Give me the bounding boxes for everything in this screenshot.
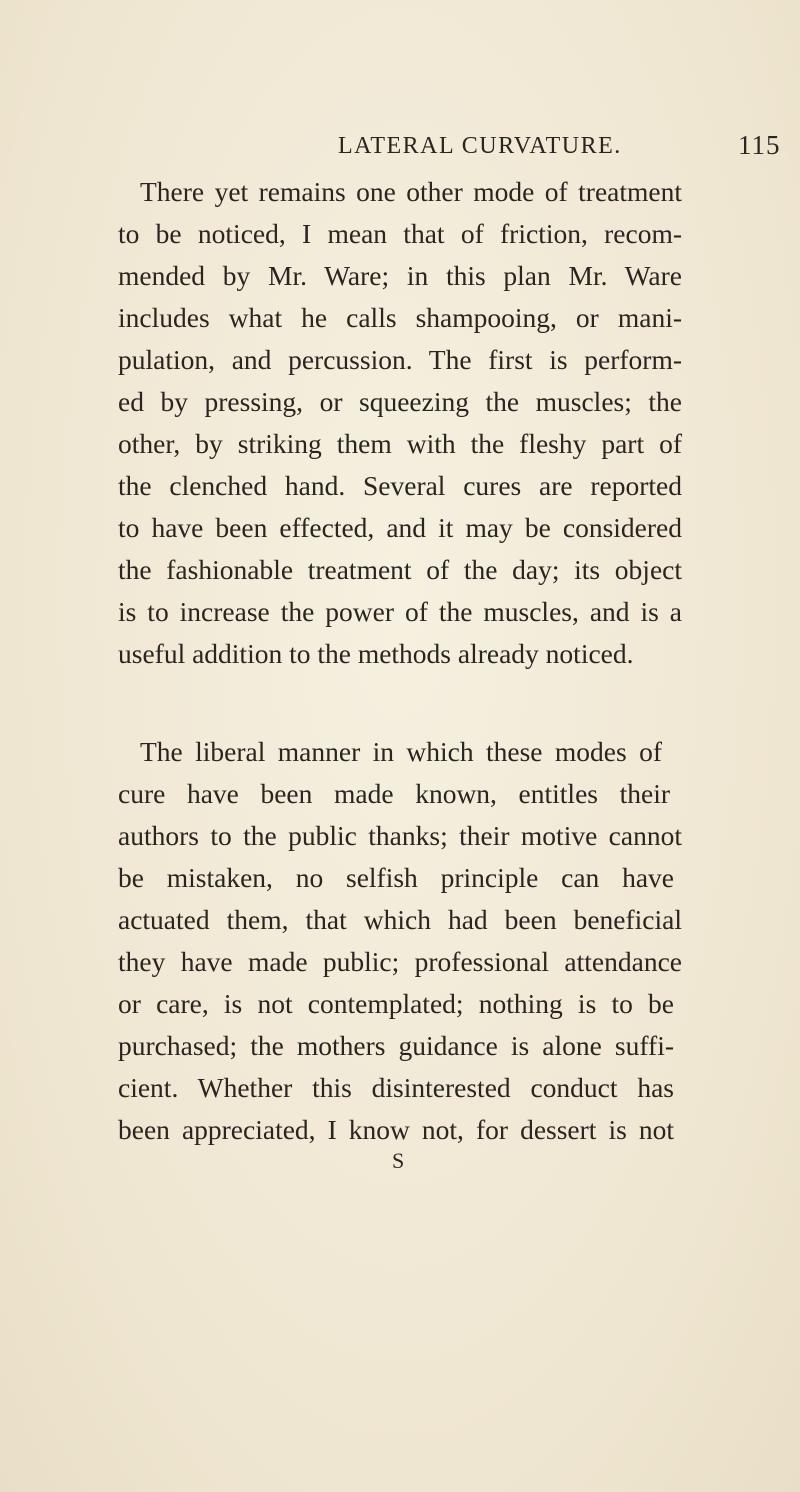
text-line: the fashionable treatment of the day; its object (118, 554, 682, 585)
text-line: they have made public; professional attendance (118, 946, 682, 977)
text-line: cure have been made known, entitles their (118, 778, 670, 809)
text-line: been appreciated, I know not, for dessert is not (118, 1114, 674, 1145)
text-line: mended by Mr. Ware; in this plan Mr. Ware (118, 260, 682, 291)
text-line: be mistaken, no selfish principle can have (118, 862, 674, 893)
text-line: ed by pressing, or squeezing the muscles; the (118, 386, 682, 417)
text-line: other, by striking them with the fleshy part of (118, 428, 682, 459)
text-line: purchased; the mothers guidance is alone suffi- (118, 1030, 674, 1061)
text-line: cient. Whether this disinterested conduct has (118, 1072, 674, 1103)
running-head (338, 130, 781, 160)
text-line: to have been effected, and it may be considered (118, 512, 682, 543)
page-number: 115 (738, 130, 781, 160)
text-line: the clenched hand. Several cures are reported (118, 470, 682, 501)
text-line: The liberal manner in which these modes of (140, 736, 662, 767)
text-line: pulation, and percussion. The first is perform- (118, 344, 682, 375)
text-line: actuated them, that which had been beneficial (118, 904, 682, 935)
text-line: or care, is not contemplated; nothing is to be (118, 988, 674, 1019)
text-line: includes what he calls shampooing, or mani- (118, 302, 682, 333)
text-line: useful addition to the methods already noticed. (118, 638, 634, 669)
signature-mark: S (392, 1148, 405, 1173)
text-line: to be noticed, I mean that of friction, recom- (118, 218, 682, 249)
text-line: There yet remains one other mode of treatment (140, 176, 682, 207)
text-line: authors to the public thanks; their motive cannot (118, 820, 682, 851)
text-line: is to increase the power of the muscles, and is a (118, 596, 682, 627)
running-head-title: LATERAL CURVATURE. (338, 133, 622, 159)
